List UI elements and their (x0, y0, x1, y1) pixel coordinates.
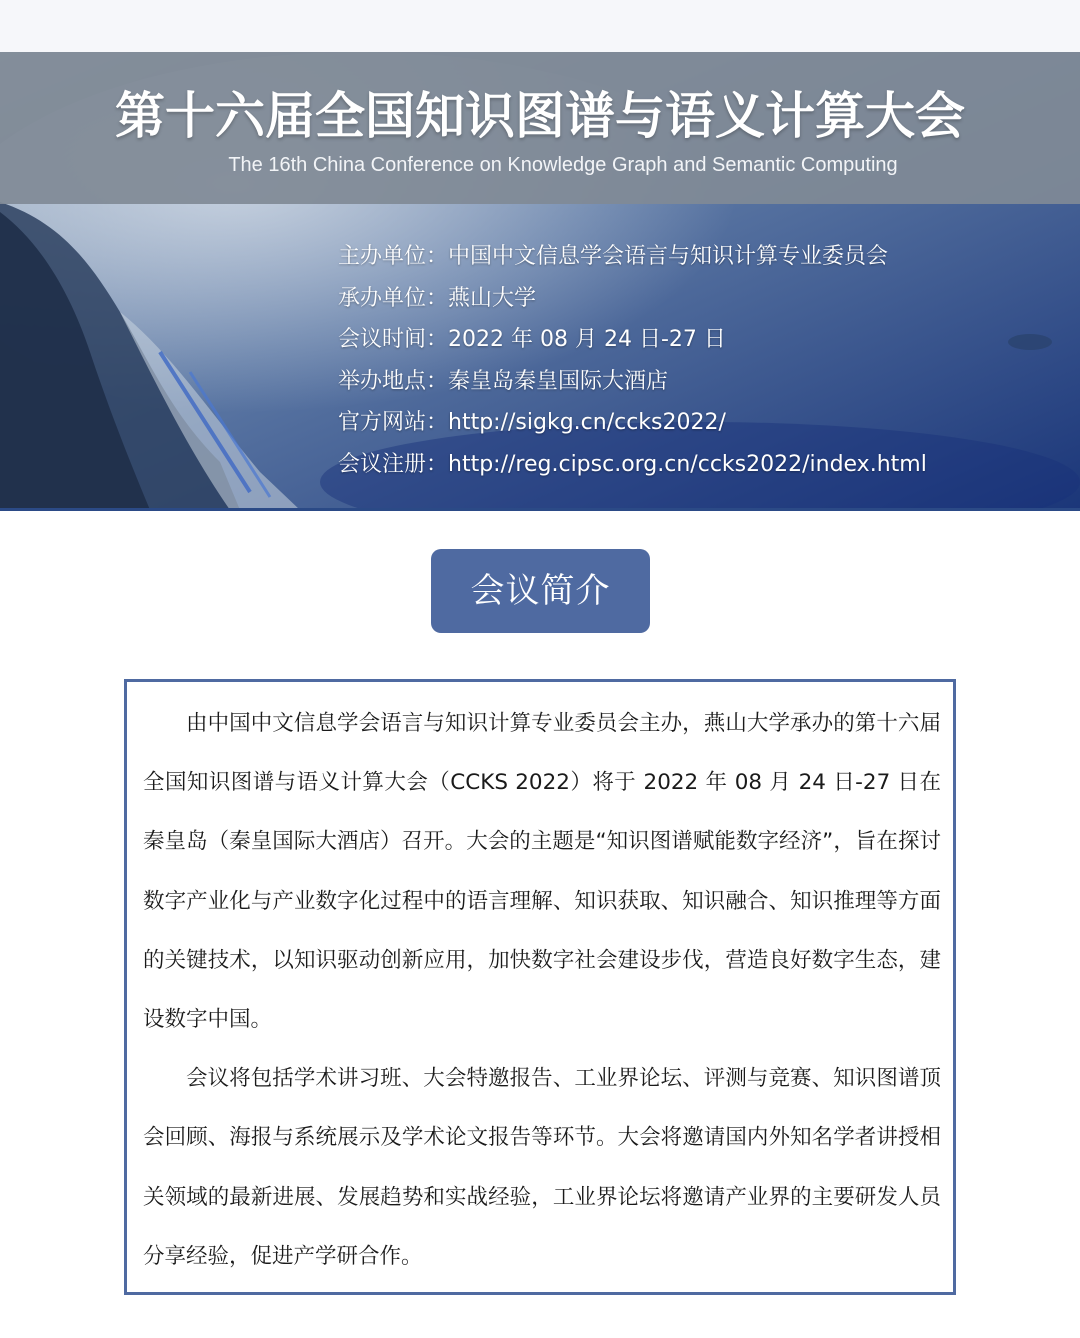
top-strip (0, 0, 1080, 52)
info-row-host (338, 282, 927, 324)
info-row-organizer (338, 240, 927, 282)
info-row-venue (338, 365, 927, 407)
info-label: 主办单位： (338, 244, 449, 269)
header-banner (0, 52, 1080, 510)
info-row-registration (338, 448, 927, 490)
info-label: 会议时间： (338, 327, 449, 353)
info-label: 会议注册： (338, 451, 449, 477)
conference-info-list (338, 240, 927, 490)
conference-title-cn: 第十六届全国知识图谱与语义计算大会 (115, 87, 965, 145)
intro-paragraph: 会议将包括学术讲习班、大会特邀报告、工业界论坛、评测与竞赛、知识图谱顶会回顾、海报与系统展示及学术论文报告等环节。大会将邀请国内外知名学者讲授相关领域的最新进展、发展趋势和实战经验，工业界论坛将邀请产业界的主要研发人员分享经验，促进产学研合作。 (143, 1066, 941, 1269)
info-value: 燕山大学 (448, 285, 537, 311)
info-value: 中国中文信息学会语言与知识计算专业委员会 (448, 244, 889, 269)
info-label: 官方网站： (338, 410, 449, 436)
intro-box (124, 679, 956, 1295)
website-link[interactable]: http://sigkg.cn/ccks2022/ (448, 410, 726, 436)
info-row-website (338, 406, 927, 448)
intro-paragraph: 由中国中文信息学会语言与知识计算专业委员会主办，燕山大学承办的第十六届全国知识图谱与语义计算大会（CCKS 2022）将于 2022 年 08 月 24 日-27 日在秦皇岛（秦皇国际大酒店）召开。大会的主题是“知识图谱赋能数字经济”，旨在探讨数字产业化与产业数字化过程中的语言理解、知识获取、知识融合、知识推理等方面的关键技术，以知识驱动创新应用，加快数字社会建设步伐，营造良好数字生态，建设数字中国。 (143, 711, 941, 1033)
info-value: 秦皇岛秦皇国际大酒店 (448, 368, 669, 394)
section-title-button: 会议简介 (431, 549, 650, 633)
registration-link[interactable]: http://reg.cipsc.org.cn/ccks2022/index.html (448, 451, 927, 477)
intro-text (143, 694, 941, 1286)
info-label: 承办单位： (338, 285, 449, 311)
banner-divider (0, 508, 1080, 511)
info-row-date (338, 323, 927, 365)
title-band (0, 52, 1080, 204)
conference-title-en: The 16th China Conference on Knowledge Graph and Semantic Computing (228, 154, 898, 176)
info-value: 2022 年 08 月 24 日-27 日 (448, 327, 726, 353)
info-label: 举办地点： (338, 368, 449, 394)
